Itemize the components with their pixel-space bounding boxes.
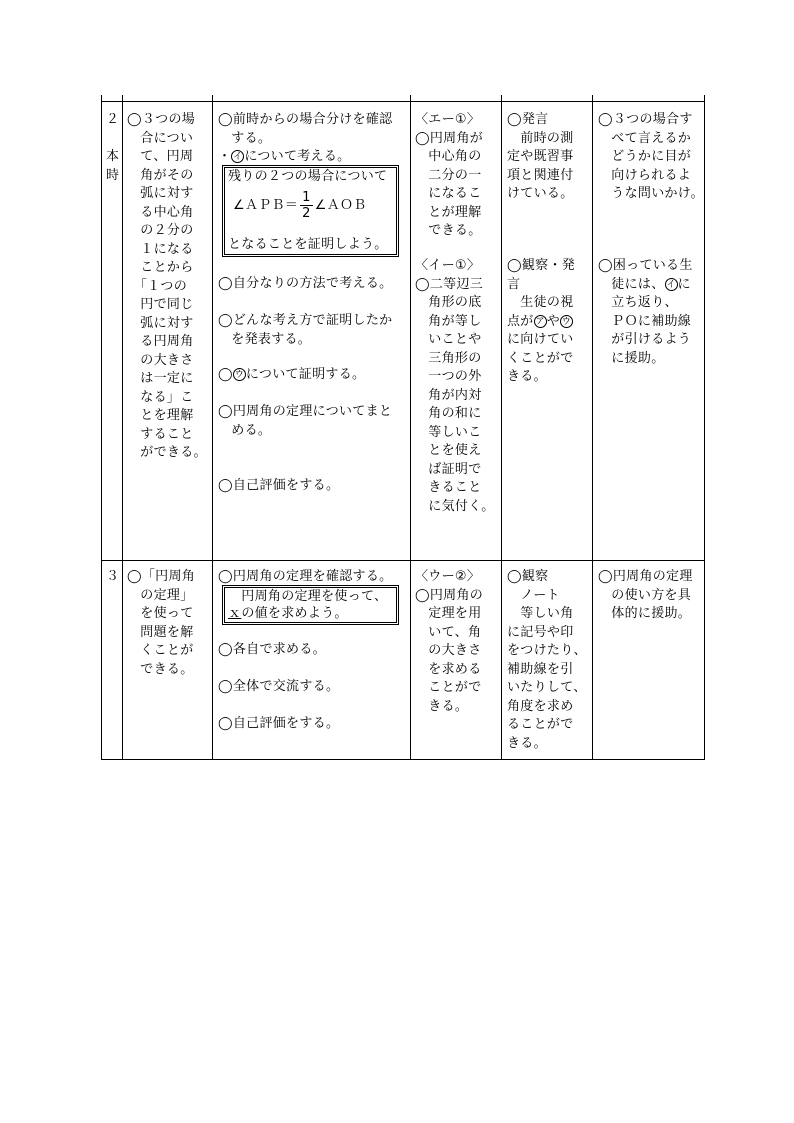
table-col-divider: [410, 95, 411, 760]
method-text: や: [546, 313, 560, 329]
circled-label: イ: [666, 279, 676, 290]
table-border-right: [704, 95, 705, 760]
support-note: ◯３つの場合す べて言えるか どうかに目が 向けられるよ うな問いかけ。: [598, 112, 704, 201]
task-line: [228, 605, 348, 624]
activity-item: ◯自分なりの方法で考える。: [218, 276, 393, 291]
task-box: [222, 585, 399, 625]
row-number: ３: [106, 569, 120, 584]
activity-item: [218, 148, 350, 167]
fraction: [300, 190, 313, 221]
evaluation-method: [507, 257, 575, 387]
evaluation-criterion: 〈イー①〉 ◯二等辺三 角形の底 角が等し いことや 三角形の 一つの外 角が内対 角の和に 等しいこ とを使え ば証明で きること に気付く。: [415, 258, 495, 514]
learning-goal: ◯３つの場 合につい て、円周 角がその 弧に対す る中心角 の２分の １になる ことから 「１つの 円で同じ 弧に対す る円周角 の大きさ は一定に なる」こ とを理解 すること ができる。: [127, 112, 207, 460]
learning-goal: ◯「円周角 の定理」 を使って 問題を解 くことが できる。: [127, 569, 196, 677]
activity-item: ◯全体で交流する。: [218, 679, 340, 694]
task-line: 残りの２つの場合について: [228, 169, 388, 184]
table-top-line: [101, 101, 705, 102]
variable-x: ｘ: [228, 606, 242, 621]
fraction-denominator: 2: [302, 206, 311, 221]
activity-item: ◯自己評価をする。: [218, 716, 340, 731]
task-formula: [233, 189, 367, 223]
activity-item: ◯円周角の定理についてまと める。: [218, 404, 393, 438]
table-col-divider: [501, 95, 502, 760]
row-number: ２: [106, 112, 120, 127]
evaluation-method: ◯発言 前時の測 定や既習事 項と関連付 けている。: [507, 112, 574, 201]
support-text: に 立ち返り、 ＰＯに補助線 が引けるよう に援助。: [611, 276, 692, 366]
row-divider: [101, 560, 705, 561]
activity-item: ◯自己評価をする。: [218, 478, 340, 493]
activity-item: [218, 366, 365, 385]
circled-label: ア: [535, 316, 545, 327]
task-text: の値を求めよう。: [241, 606, 348, 621]
method-text: ◯観察・発 言 生徒の視 点が: [507, 258, 576, 329]
activity-item: ◯円周角の定理を確認する。: [218, 569, 393, 584]
activity-item: ◯どんな考え方で証明したか を発表する。: [218, 313, 393, 347]
table-col-divider: [212, 95, 213, 760]
fraction-numerator: 1: [302, 190, 311, 205]
activity-text: について証明する。: [245, 367, 366, 382]
bullet-text: ◯: [218, 367, 233, 382]
table-col-divider: [592, 95, 593, 760]
circled-label: イ: [233, 152, 243, 162]
table-bottom-line: [101, 759, 705, 760]
table-col-divider: [122, 95, 123, 760]
formula-left: ∠ＡＰＢ＝: [233, 198, 299, 213]
bullet-text: ・: [218, 149, 232, 164]
evaluation-method: ◯観察 ノート 等しい角 に記号や印 をつけたり、 補助線を引 いたりして、 角度を求め ることがで きる。: [507, 569, 587, 751]
activity-item: ◯各自で求める。: [218, 642, 326, 657]
task-line: 円周角の定理を使って、: [228, 589, 388, 604]
activity-text: について考える。: [244, 149, 351, 164]
circled-label: ウ: [234, 370, 245, 380]
support-note: ◯円周角の定理 の使い方を具 体的に援助。: [598, 569, 693, 621]
circled-label: ウ: [561, 316, 572, 327]
method-text: に向けてい くことがで きる。: [507, 332, 574, 384]
table-border-left: [101, 95, 102, 760]
row-tag: 本 時: [106, 149, 120, 183]
task-line: となることを証明しよう。: [228, 237, 388, 252]
evaluation-criterion: 〈エー①〉 ◯円周角が 中心角の 二分の一 になるこ とが理解 できる。: [415, 112, 484, 238]
support-note: [598, 257, 693, 368]
formula-right: ∠ＡＯＢ: [314, 198, 367, 213]
support-text: ◯困っている生 徒には、: [598, 258, 693, 292]
activity-item: ◯前時からの場合分けを確認 する。: [218, 112, 393, 146]
task-box: [222, 165, 399, 257]
evaluation-criterion: 〈ウー②〉 ◯円周角の 定理を用 いて、角 の大きさ を求める ことがで きる。: [415, 569, 484, 714]
